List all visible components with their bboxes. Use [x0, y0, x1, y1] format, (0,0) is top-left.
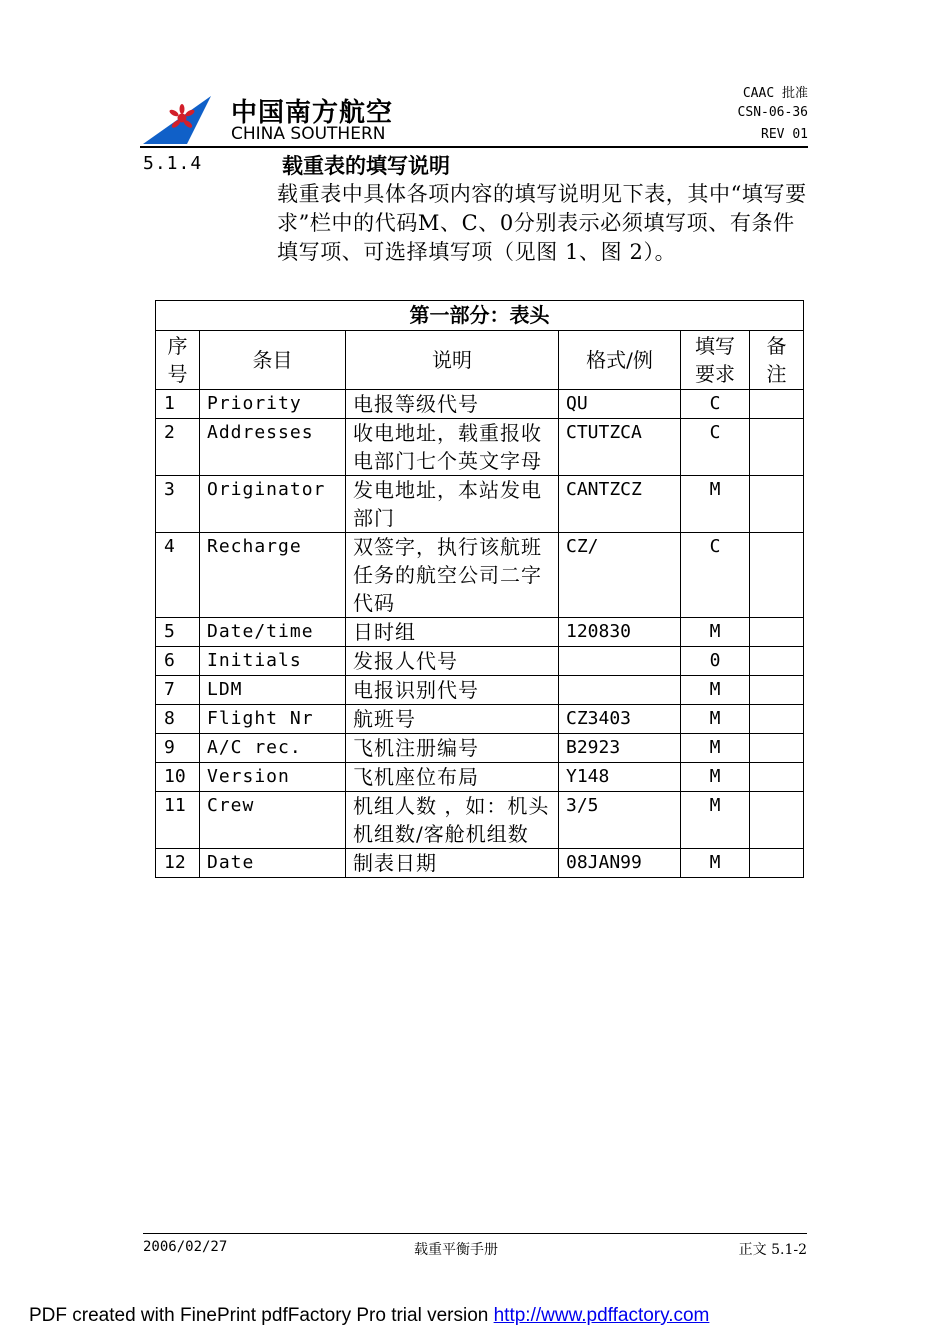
- cell-item: Flight Nr: [200, 705, 346, 734]
- section-title: 载重表的填写说明: [282, 153, 450, 178]
- table-row: [156, 734, 804, 763]
- cell-format: CZ/: [559, 533, 681, 618]
- pdf-watermark: [29, 1305, 709, 1327]
- cell-description: 日时组: [346, 618, 559, 647]
- cell-seq: 12: [156, 849, 200, 878]
- cell-note: [750, 419, 804, 476]
- cell-description: 电报识别代号: [346, 676, 559, 705]
- cell-format: [559, 647, 681, 676]
- cell-note: [750, 390, 804, 419]
- cell-item: Crew: [200, 792, 346, 849]
- column-header-format: 格式/例: [559, 331, 681, 390]
- table-row: [156, 533, 804, 618]
- table-row: [156, 476, 804, 533]
- cell-requirement: M: [681, 705, 750, 734]
- cell-item: Priority: [200, 390, 346, 419]
- cell-description: 飞机座位布局: [346, 763, 559, 792]
- cell-item: A/C rec.: [200, 734, 346, 763]
- cell-format: 120830: [559, 618, 681, 647]
- cell-seq: 5: [156, 618, 200, 647]
- cell-item: Addresses: [200, 419, 346, 476]
- footer-page-number: 正文 5.1-2: [738, 1242, 807, 1258]
- cell-seq: 2: [156, 419, 200, 476]
- cell-item: Originator: [200, 476, 346, 533]
- cell-format: QU: [559, 390, 681, 419]
- column-header-desc: 说明: [346, 331, 559, 390]
- cell-note: [750, 476, 804, 533]
- column-header-seq: 序号: [156, 331, 200, 390]
- cell-description: 发报人代号: [346, 647, 559, 676]
- cell-requirement: M: [681, 734, 750, 763]
- china-southern-logo-icon: [143, 96, 211, 144]
- cell-format: 08JAN99: [559, 849, 681, 878]
- cell-note: [750, 533, 804, 618]
- cell-requirement: M: [681, 476, 750, 533]
- cell-format: CTUTZCA: [559, 419, 681, 476]
- cell-description: 航班号: [346, 705, 559, 734]
- cell-requirement: M: [681, 618, 750, 647]
- cell-description: 双签字，执行该航班任务的航空公司二字代码: [346, 533, 559, 618]
- cell-seq: 4: [156, 533, 200, 618]
- table-row: [156, 792, 804, 849]
- cell-note: [750, 849, 804, 878]
- brand-name-english: CHINA SOUTHERN: [231, 124, 386, 144]
- cell-note: [750, 734, 804, 763]
- cell-note: [750, 705, 804, 734]
- cell-seq: 1: [156, 390, 200, 419]
- cell-format: CZ3403: [559, 705, 681, 734]
- cell-seq: 3: [156, 476, 200, 533]
- cell-note: [750, 618, 804, 647]
- table-row: [156, 849, 804, 878]
- header-fields-table: [155, 300, 804, 878]
- footer-divider: [143, 1233, 807, 1234]
- cell-seq: 7: [156, 676, 200, 705]
- cell-description: 电报等级代号: [346, 390, 559, 419]
- cell-item: Version: [200, 763, 346, 792]
- cell-item: Date/time: [200, 618, 346, 647]
- section-intro-paragraph: 载重表中具体各项内容的填写说明见下表，其中“填写要求”栏中的代码M、C、0分别表示必须填写项、有条件填写项、可选择填写项（见图 1、图 2）。: [277, 182, 807, 264]
- document-code: CSN-06-36: [737, 105, 808, 120]
- cell-requirement: C: [681, 419, 750, 476]
- cell-requirement: M: [681, 849, 750, 878]
- cell-seq: 11: [156, 792, 200, 849]
- cell-requirement: M: [681, 792, 750, 849]
- cell-format: B2923: [559, 734, 681, 763]
- table-row: [156, 676, 804, 705]
- cell-note: [750, 676, 804, 705]
- table-row: [156, 647, 804, 676]
- cell-format: 3/5: [559, 792, 681, 849]
- cell-description: 制表日期: [346, 849, 559, 878]
- section-number: 5.1.4: [143, 153, 203, 174]
- approval-label: CAAC 批准: [742, 86, 808, 101]
- table-row: [156, 763, 804, 792]
- cell-requirement: 0: [681, 647, 750, 676]
- cell-requirement: M: [681, 763, 750, 792]
- cell-note: [750, 763, 804, 792]
- cell-description: 机组人数 ，如：机头机组数/客舱机组数: [346, 792, 559, 849]
- column-header-item: 条目: [200, 331, 346, 390]
- cell-format: CANTZCZ: [559, 476, 681, 533]
- cell-note: [750, 647, 804, 676]
- cell-requirement: C: [681, 390, 750, 419]
- table-row: [156, 419, 804, 476]
- column-header-requirement: 填写要求: [681, 331, 750, 390]
- cell-note: [750, 792, 804, 849]
- cell-seq: 10: [156, 763, 200, 792]
- cell-seq: 6: [156, 647, 200, 676]
- cell-item: Recharge: [200, 533, 346, 618]
- cell-description: 发电地址，本站发电部门: [346, 476, 559, 533]
- table-caption: 第一部分：表头: [156, 301, 804, 331]
- cell-item: Date: [200, 849, 346, 878]
- column-header-note: 备注: [750, 331, 804, 390]
- cell-description: 收电地址，载重报收电部门七个英文字母: [346, 419, 559, 476]
- cell-item: Initials: [200, 647, 346, 676]
- footer-manual-title: 载重平衡手册: [414, 1242, 498, 1258]
- table-row: [156, 618, 804, 647]
- cell-requirement: M: [681, 676, 750, 705]
- watermark-link[interactable]: http://www.pdffactory.com: [493, 1305, 710, 1326]
- cell-description: 飞机注册编号: [346, 734, 559, 763]
- table-row: [156, 705, 804, 734]
- footer-date: 2006/02/27: [143, 1239, 228, 1255]
- revision-label: REV 01: [761, 127, 808, 142]
- cell-format: [559, 676, 681, 705]
- cell-seq: 9: [156, 734, 200, 763]
- table-row: [156, 390, 804, 419]
- cell-item: LDM: [200, 676, 346, 705]
- table-caption-row: [156, 301, 804, 331]
- cell-seq: 8: [156, 705, 200, 734]
- watermark-text: PDF created with FinePrint pdfFactory Pro trial version: [29, 1305, 494, 1326]
- brand-name-chinese: 中国南方航空: [231, 98, 394, 128]
- table-header-row: [156, 331, 804, 390]
- cell-requirement: C: [681, 533, 750, 618]
- cell-format: Y148: [559, 763, 681, 792]
- header-divider: [140, 146, 808, 148]
